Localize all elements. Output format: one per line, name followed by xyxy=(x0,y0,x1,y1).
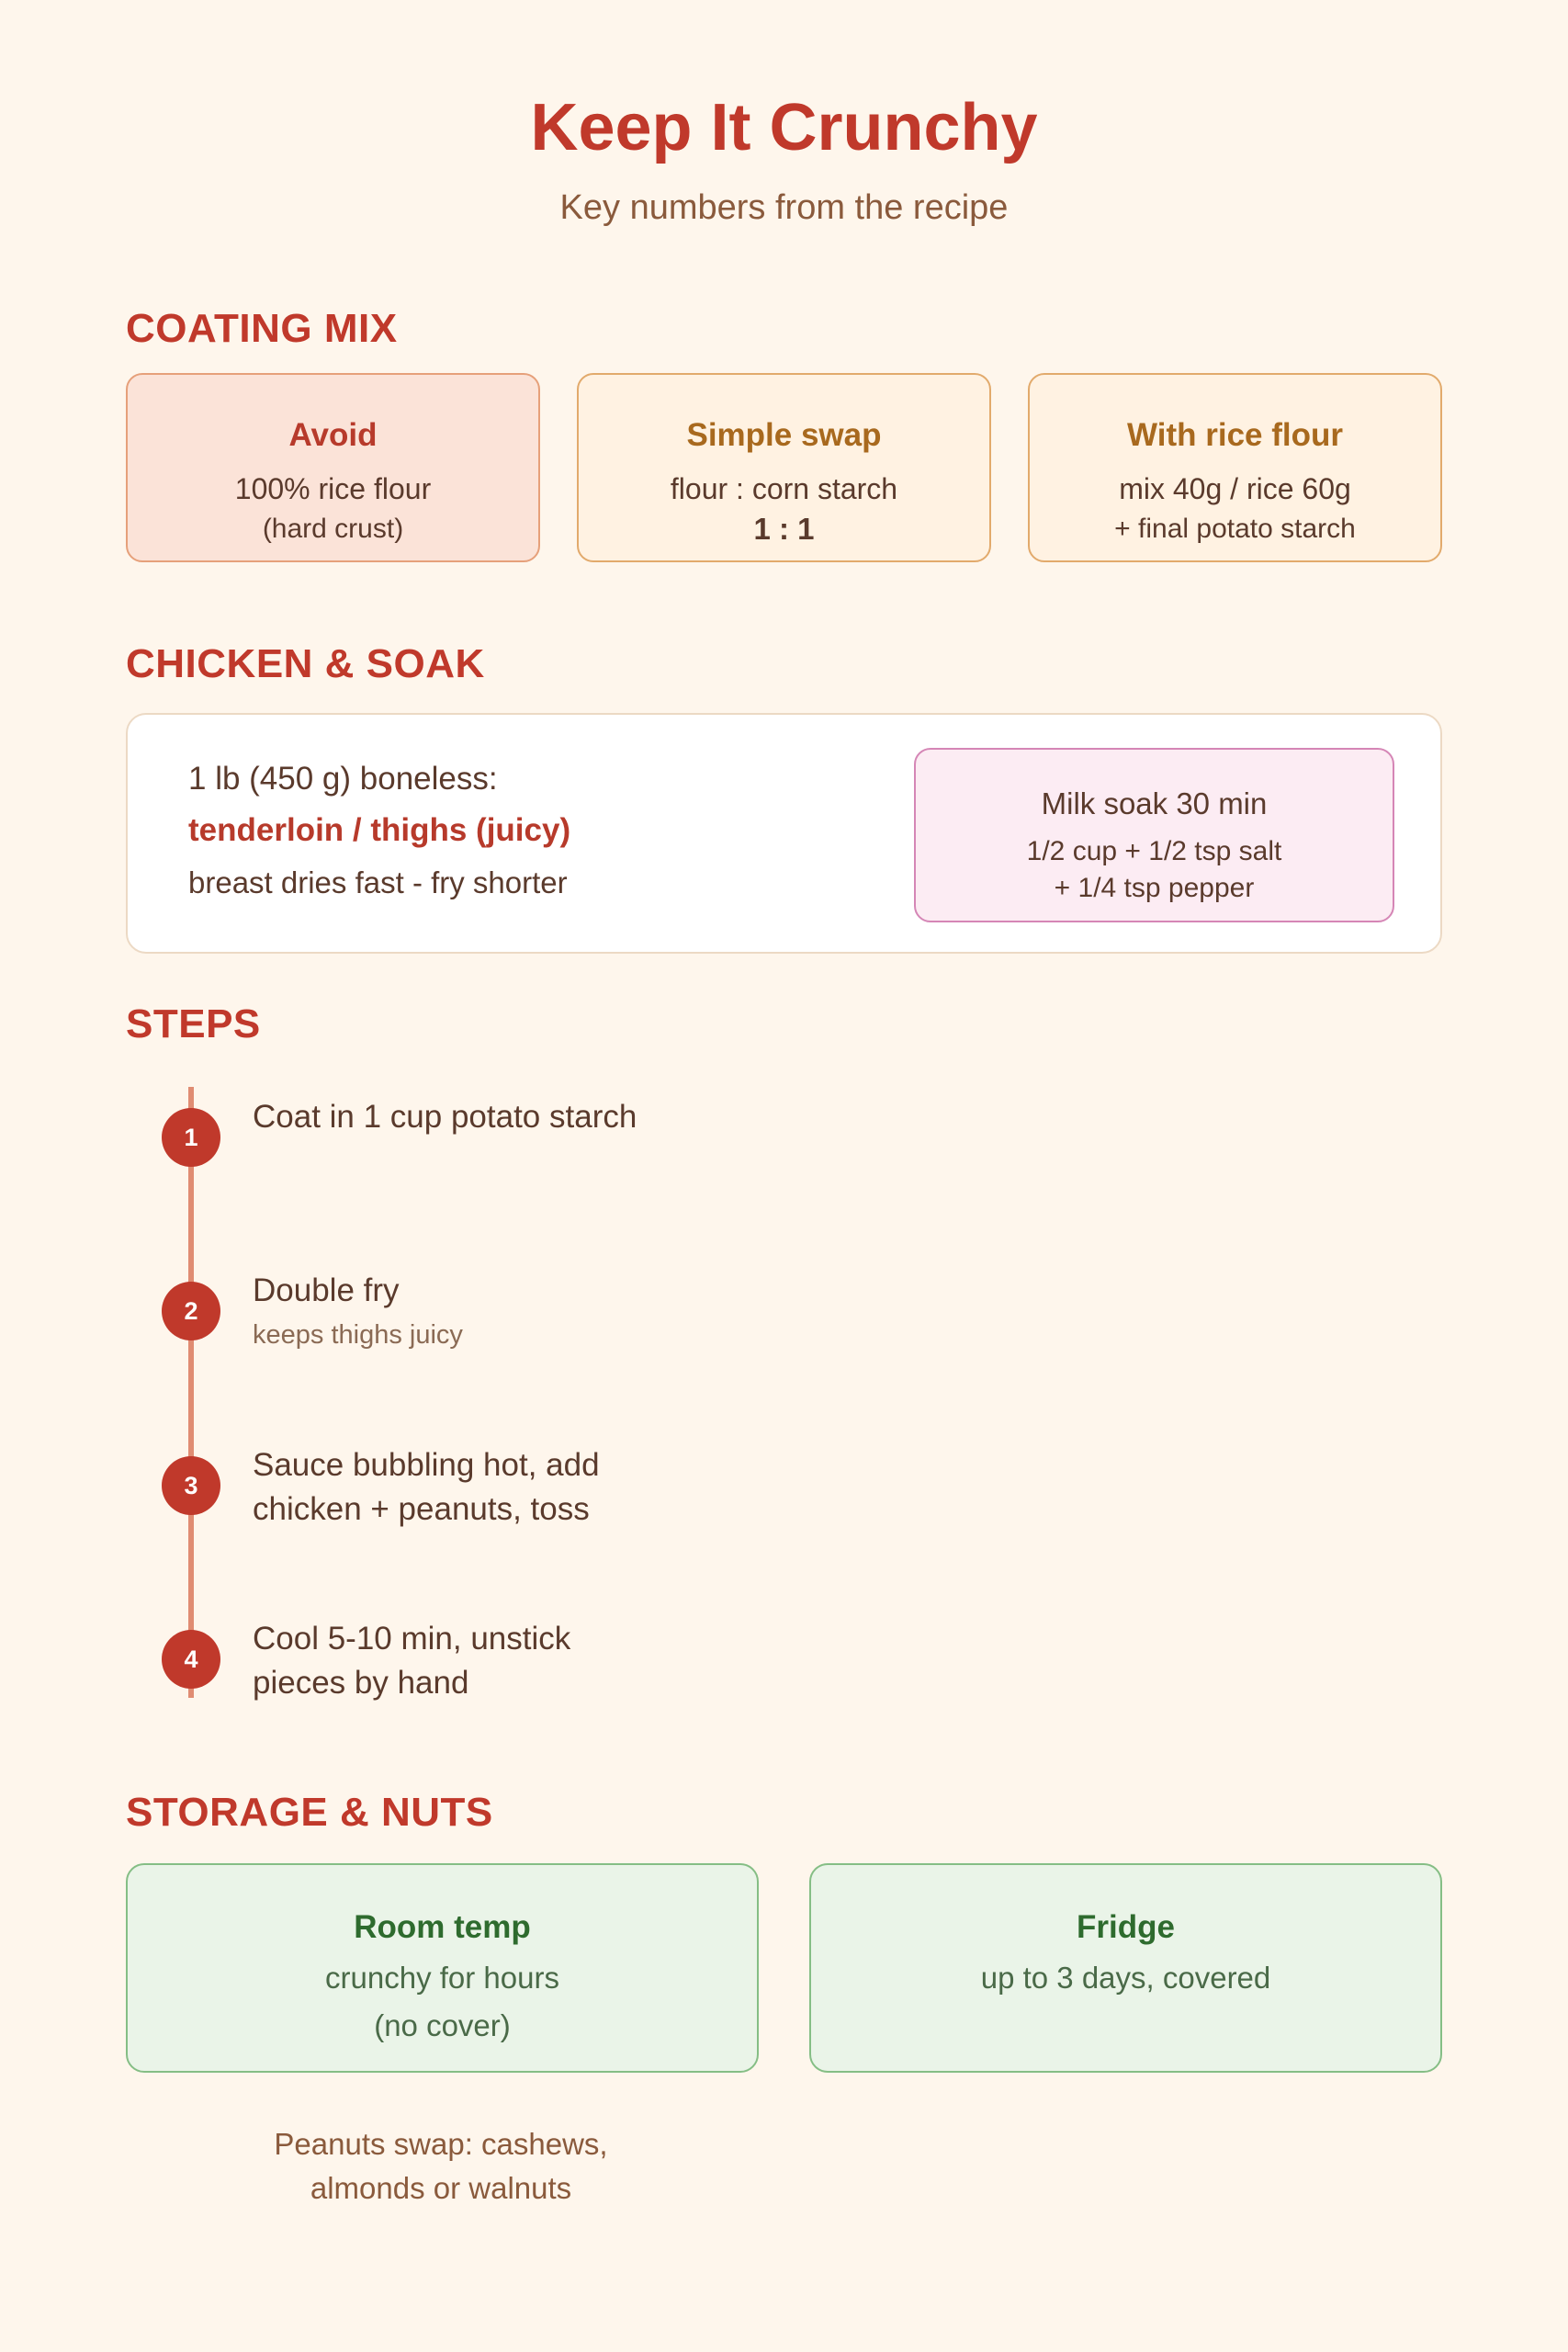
step-text: Coat in 1 cup potato starch xyxy=(253,1099,637,1135)
page-title: Keep It Crunchy xyxy=(530,91,1038,164)
soak-line: + 1/4 tsp pepper xyxy=(1054,873,1255,903)
coating-card-avoid xyxy=(126,373,540,562)
card-line: mix 40g / rice 60g xyxy=(1119,472,1351,505)
milk-soak-card xyxy=(914,748,1394,922)
section-heading-steps: STEPS xyxy=(126,1001,261,1046)
section-heading-storage: STORAGE & NUTS xyxy=(126,1790,493,1835)
card-title: Avoid xyxy=(288,417,378,453)
storage-line: crunchy for hours xyxy=(325,1961,559,1995)
card-line: + final potato starch xyxy=(1114,514,1356,544)
chicken-cuts: tenderloin / thighs (juicy) xyxy=(188,812,571,848)
step-number-badge: 1 xyxy=(162,1108,220,1167)
storage-card-fridge xyxy=(809,1863,1442,2073)
section-heading-chicken: CHICKEN & SOAK xyxy=(126,641,485,686)
coating-card-simple-swap xyxy=(577,373,991,562)
soak-title: Milk soak 30 min xyxy=(1041,786,1268,820)
nuts-swap-note xyxy=(165,2122,716,2211)
steps-timeline xyxy=(188,1087,194,1698)
card-line: flour : corn starch xyxy=(670,472,898,505)
card-title: With rice flour xyxy=(1127,417,1343,453)
page-subtitle: Key numbers from the recipe xyxy=(559,188,1009,227)
step-text: Sauce bubbling hot, add chicken + peanuts, toss xyxy=(253,1447,600,1527)
card-line: (hard crust) xyxy=(262,514,404,544)
step-number-badge: 4 xyxy=(162,1630,220,1689)
soak-line: 1/2 cup + 1/2 tsp salt xyxy=(1026,836,1282,866)
card-line: 100% rice flour xyxy=(234,472,432,505)
step-text: Double fry xyxy=(253,1272,400,1308)
nuts-line: almonds or walnuts xyxy=(310,2171,572,2205)
step-number-badge: 2 xyxy=(162,1282,220,1340)
storage-card-room-temp xyxy=(126,1863,759,2073)
chicken-amount: 1 lb (450 g) boneless: xyxy=(188,761,498,797)
storage-line: up to 3 days, covered xyxy=(980,1961,1271,1995)
chicken-note: breast dries fast - fry shorter xyxy=(188,865,568,899)
storage-line: (no cover) xyxy=(374,2008,511,2042)
storage-title: Room temp xyxy=(354,1909,531,1945)
card-title: Simple swap xyxy=(686,417,882,453)
step-text: Cool 5-10 min, unstick pieces by hand xyxy=(253,1621,571,1701)
step-note: keeps thighs juicy xyxy=(253,1320,463,1350)
section-heading-coating: COATING MIX xyxy=(126,306,398,351)
step-number-badge: 3 xyxy=(162,1456,220,1515)
nuts-line: Peanuts swap: cashews, xyxy=(274,2127,608,2161)
ratio-value: 1 : 1 xyxy=(753,512,815,546)
coating-card-rice-flour xyxy=(1028,373,1442,562)
storage-title: Fridge xyxy=(1077,1909,1175,1945)
